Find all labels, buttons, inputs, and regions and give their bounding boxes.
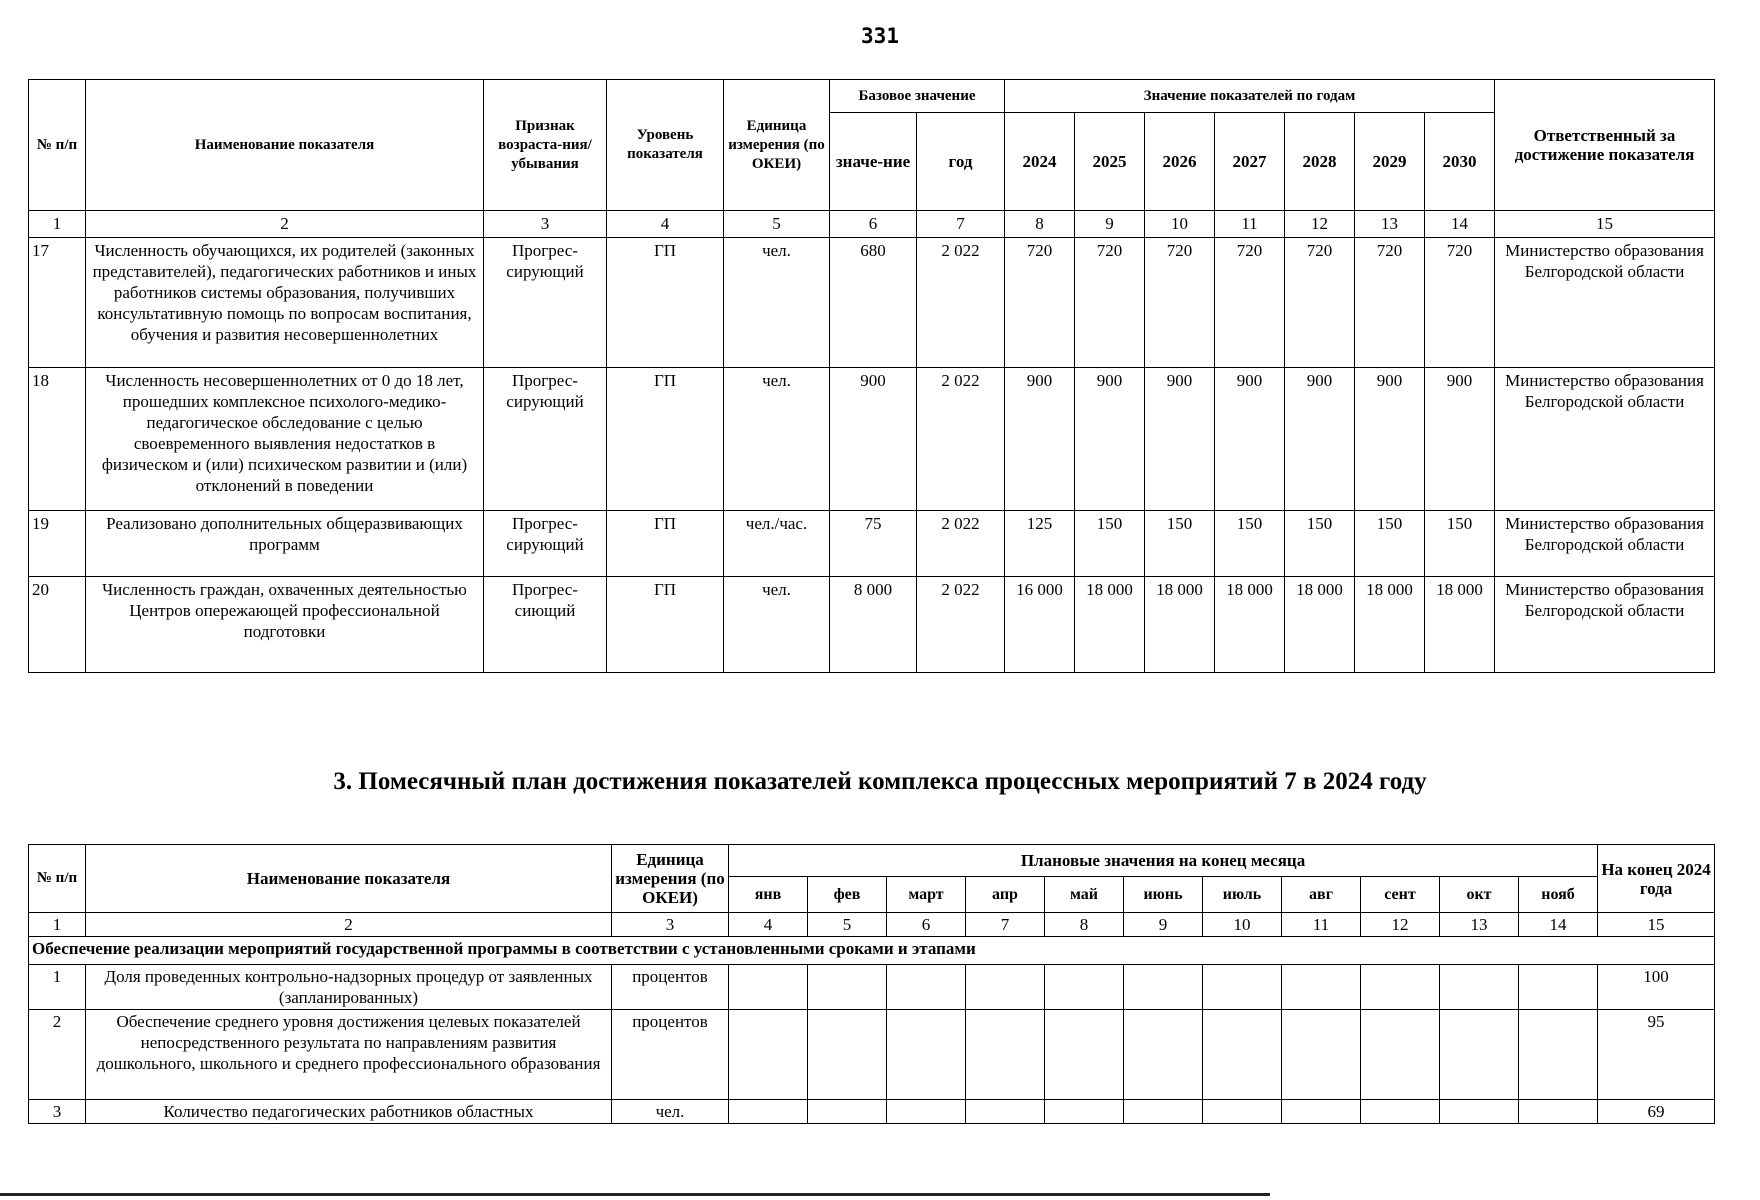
month-value (729, 1010, 808, 1100)
year-value: 150 (1425, 511, 1495, 577)
column-number: 2 (86, 211, 484, 238)
header-num: № п/п (29, 80, 86, 211)
header-month: июль (1203, 877, 1282, 913)
header-base-value: значе-ние (830, 113, 917, 211)
year-end-value: 95 (1598, 1010, 1715, 1100)
month-value (808, 965, 887, 1010)
indicator-name: Обеспечение среднего уровня достижения целевых показателей непосредственного результата по направлениям развития дошкольного, школьного и среднего профессионального образования (86, 1010, 612, 1100)
year-value: 18 000 (1355, 577, 1425, 673)
header-year: 2027 (1215, 113, 1285, 211)
month-value (1361, 1100, 1440, 1124)
section-title: 3. Помесячный план достижения показателей комплекса процессных мероприятий 7 в 2024 году (333, 768, 1427, 795)
month-value (1440, 1100, 1519, 1124)
indicator-level: ГП (607, 577, 724, 673)
row-number: 19 (29, 511, 86, 577)
month-value (1045, 965, 1124, 1010)
column-number: 15 (1598, 913, 1715, 937)
year-value: 16 000 (1005, 577, 1075, 673)
column-number: 7 (966, 913, 1045, 937)
column-number: 7 (917, 211, 1005, 238)
indicator-unit: чел. (724, 238, 830, 368)
column-number: 15 (1495, 211, 1715, 238)
year-value: 720 (1075, 238, 1145, 368)
month-value (1124, 965, 1203, 1010)
year-end-value: 69 (1598, 1100, 1715, 1124)
header-month: нояб (1519, 877, 1598, 913)
header-year: 2025 (1075, 113, 1145, 211)
year-value: 720 (1005, 238, 1075, 368)
year-value: 18 000 (1215, 577, 1285, 673)
indicator-level: ГП (607, 511, 724, 577)
section-row: Обеспечение реализации мероприятий государственной программы в соответствии с установленными сроками и этапами (29, 937, 1715, 965)
column-number: 5 (724, 211, 830, 238)
month-value (1045, 1010, 1124, 1100)
row-number: 18 (29, 368, 86, 511)
page-number: 331 (861, 24, 899, 48)
month-value (729, 1100, 808, 1124)
header-month: апр (966, 877, 1045, 913)
table-row (29, 368, 1715, 511)
header-base: Базовое значение (830, 80, 1005, 113)
indicator-unit: чел. (724, 368, 830, 511)
indicator-sign: Прогрес-сирующий (484, 238, 607, 368)
header-month: сент (1361, 877, 1440, 913)
year-value: 150 (1215, 511, 1285, 577)
column-number: 2 (86, 913, 612, 937)
header-month: авг (1282, 877, 1361, 913)
year-value: 900 (1075, 368, 1145, 511)
base-year: 2 022 (917, 368, 1005, 511)
month-value (1519, 1100, 1598, 1124)
column-number: 12 (1285, 211, 1355, 238)
base-year: 2 022 (917, 511, 1005, 577)
column-number: 5 (808, 913, 887, 937)
header-name: Наименование показателя (86, 845, 612, 913)
month-value (1519, 1010, 1598, 1100)
responsible: Министерство образования Белгородской области (1495, 511, 1715, 577)
monthly-plan-table (28, 844, 1715, 1124)
column-number: 6 (887, 913, 966, 937)
column-number: 4 (729, 913, 808, 937)
column-number: 3 (612, 913, 729, 937)
year-value: 900 (1145, 368, 1215, 511)
row-number: 1 (29, 965, 86, 1010)
month-value (1124, 1100, 1203, 1124)
header-month: окт (1440, 877, 1519, 913)
month-value (808, 1100, 887, 1124)
column-number: 8 (1045, 913, 1124, 937)
row-number: 17 (29, 238, 86, 368)
month-value (1282, 965, 1361, 1010)
year-value: 18 000 (1145, 577, 1215, 673)
month-value (1361, 1010, 1440, 1100)
year-value: 18 000 (1285, 577, 1355, 673)
month-value (1440, 965, 1519, 1010)
header-num: № п/п (29, 845, 86, 913)
header-month: июнь (1124, 877, 1203, 913)
indicator-unit: чел./час. (724, 511, 830, 577)
column-number: 1 (29, 211, 86, 238)
table-row (29, 511, 1715, 577)
column-number: 9 (1075, 211, 1145, 238)
year-value: 900 (1425, 368, 1495, 511)
indicator-sign: Прогрес-сирующий (484, 368, 607, 511)
table-row (29, 577, 1715, 673)
indicator-level: ГП (607, 368, 724, 511)
month-value (808, 1010, 887, 1100)
header-name: Наименование показателя (86, 80, 484, 211)
month-value (1519, 965, 1598, 1010)
month-value (729, 965, 808, 1010)
year-value: 720 (1425, 238, 1495, 368)
header-month: фев (808, 877, 887, 913)
year-value: 150 (1285, 511, 1355, 577)
indicator-unit: процентов (612, 1010, 729, 1100)
base-year: 2 022 (917, 577, 1005, 673)
indicator-level: ГП (607, 238, 724, 368)
column-number: 6 (830, 211, 917, 238)
month-value (1440, 1010, 1519, 1100)
year-value: 18 000 (1425, 577, 1495, 673)
year-value: 720 (1215, 238, 1285, 368)
header-year: 2024 (1005, 113, 1075, 211)
header-base-year: год (917, 113, 1005, 211)
responsible: Министерство образования Белгородской области (1495, 577, 1715, 673)
indicator-unit: чел. (724, 577, 830, 673)
year-value: 900 (1285, 368, 1355, 511)
header-unit: Единица измерения (по ОКЕИ) (612, 845, 729, 913)
table-row (29, 1010, 1715, 1100)
column-number: 8 (1005, 211, 1075, 238)
year-value: 900 (1005, 368, 1075, 511)
column-number: 10 (1203, 913, 1282, 937)
column-number: 13 (1355, 211, 1425, 238)
year-value: 720 (1355, 238, 1425, 368)
indicator-name: Доля проведенных контрольно-надзорных процедур от заявленных (запланированных) (86, 965, 612, 1010)
base-value: 900 (830, 368, 917, 511)
year-value: 150 (1145, 511, 1215, 577)
base-value: 680 (830, 238, 917, 368)
indicator-unit: процентов (612, 965, 729, 1010)
month-value (1203, 965, 1282, 1010)
month-value (1282, 1100, 1361, 1124)
month-value (1282, 1010, 1361, 1100)
column-number: 14 (1425, 211, 1495, 238)
month-value (966, 1100, 1045, 1124)
header-by-years: Значение показателей по годам (1005, 80, 1495, 113)
year-value: 18 000 (1075, 577, 1145, 673)
column-number: 14 (1519, 913, 1598, 937)
header-level: Уровень показателя (607, 80, 724, 211)
header-sign: Признак возраста-ния/ убывания (484, 80, 607, 211)
row-number: 3 (29, 1100, 86, 1124)
page-bottom-rule (0, 1193, 1270, 1196)
header-planned: Плановые значения на конец месяца (729, 845, 1598, 877)
header-year: 2030 (1425, 113, 1495, 211)
header-responsible: Ответственный за достижение показателя (1495, 80, 1715, 211)
column-number: 4 (607, 211, 724, 238)
month-value (1203, 1010, 1282, 1100)
month-value (966, 1010, 1045, 1100)
indicator-sign: Прогрес-сирующий (484, 511, 607, 577)
indicator-name: Численность обучающихся, их родителей (законных представителей), педагогических работников и иных работников системы образования, получивших консультативную помощь по вопросам воспитания, обучения и развития несовершеннолетних (86, 238, 484, 368)
column-number: 13 (1440, 913, 1519, 937)
base-year: 2 022 (917, 238, 1005, 368)
header-year: 2029 (1355, 113, 1425, 211)
header-unit: Единица измерения (по ОКЕИ) (724, 80, 830, 211)
year-value: 900 (1355, 368, 1425, 511)
month-value (1361, 965, 1440, 1010)
column-number: 1 (29, 913, 86, 937)
month-value (887, 965, 966, 1010)
column-number: 12 (1361, 913, 1440, 937)
month-value (887, 1010, 966, 1100)
indicator-sign: Прогрес-сиющий (484, 577, 607, 673)
indicator-name: Реализовано дополнительных общеразвивающих программ (86, 511, 484, 577)
header-month: янв (729, 877, 808, 913)
indicators-table (28, 79, 1715, 673)
responsible: Министерство образования Белгородской области (1495, 238, 1715, 368)
month-value (1045, 1100, 1124, 1124)
column-number: 3 (484, 211, 607, 238)
header-month: март (887, 877, 966, 913)
month-value (966, 965, 1045, 1010)
row-number: 2 (29, 1010, 86, 1100)
year-end-value: 100 (1598, 965, 1715, 1010)
year-value: 150 (1075, 511, 1145, 577)
header-year: 2026 (1145, 113, 1215, 211)
column-number: 10 (1145, 211, 1215, 238)
year-value: 720 (1285, 238, 1355, 368)
indicator-name: Численность несовершеннолетних от 0 до 18 лет, прошедших комплексное психолого-медико-педагогическое обследование с целью своевременного выявления недостатков в физическом и (или) психическом развитии и (или) отклонений в поведении (86, 368, 484, 511)
year-value: 720 (1145, 238, 1215, 368)
header-year: 2028 (1285, 113, 1355, 211)
header-month: май (1045, 877, 1124, 913)
year-value: 125 (1005, 511, 1075, 577)
table-row (29, 965, 1715, 1010)
indicator-name: Численность граждан, охваченных деятельностью Центров опережающей профессиональной подготовки (86, 577, 484, 673)
row-number: 20 (29, 577, 86, 673)
month-value (1124, 1010, 1203, 1100)
table-row (29, 1100, 1715, 1124)
column-number: 9 (1124, 913, 1203, 937)
indicator-name: Количество педагогических работников областных (86, 1100, 612, 1124)
base-value: 8 000 (830, 577, 917, 673)
year-value: 150 (1355, 511, 1425, 577)
column-number: 11 (1215, 211, 1285, 238)
indicator-unit: чел. (612, 1100, 729, 1124)
responsible: Министерство образования Белгородской области (1495, 368, 1715, 511)
header-year-end: На конец 2024 года (1598, 845, 1715, 913)
month-value (1203, 1100, 1282, 1124)
table-row (29, 238, 1715, 368)
year-value: 900 (1215, 368, 1285, 511)
column-number: 11 (1282, 913, 1361, 937)
base-value: 75 (830, 511, 917, 577)
month-value (887, 1100, 966, 1124)
